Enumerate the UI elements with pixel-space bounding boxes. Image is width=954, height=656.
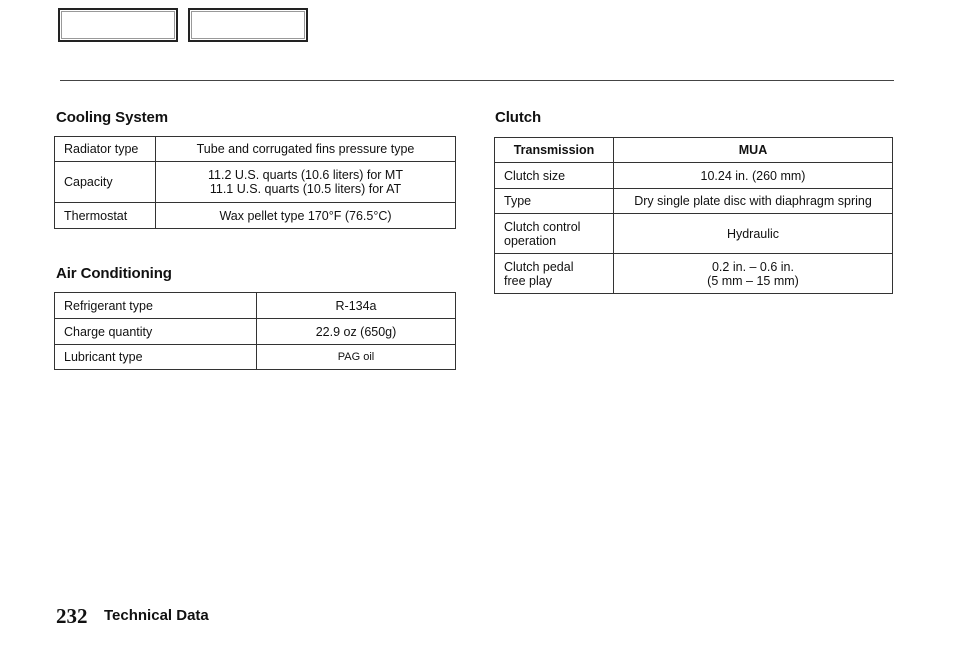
ac-label-refrigerant-type: Refrigerant type <box>55 293 257 319</box>
clutch-label-pedal-free-play <box>495 254 614 294</box>
clutch-value-control-operation: Hydraulic <box>614 214 893 254</box>
clutch-pedal-line-2: free play <box>504 273 552 288</box>
page-number: 232 <box>56 604 88 628</box>
clutch-header-mua: MUA <box>614 138 893 163</box>
table-row <box>495 214 893 254</box>
clutch-table <box>494 137 893 294</box>
clutch-control-line-1: Clutch control <box>504 219 581 234</box>
table-row <box>55 137 456 162</box>
clutch-label-type: Type <box>495 189 614 214</box>
ac-value-charge-quantity: 22.9 oz (650g) <box>257 319 456 345</box>
pedal-free-play-mm: (5 mm – 15 mm) <box>707 273 799 288</box>
header-divider <box>60 80 894 81</box>
clutch-value-clutch-size: 10.24 in. (260 mm) <box>614 163 893 189</box>
nav-tab-2[interactable] <box>188 8 308 42</box>
capacity-mt-line: 11.2 U.S. quarts (10.6 liters) for MT <box>208 168 403 182</box>
cooling-system-heading: Cooling System <box>56 109 168 126</box>
nav-tab-1[interactable] <box>58 8 178 42</box>
clutch-value-type: Dry single plate disc with diaphragm spring <box>614 189 893 214</box>
cooling-label-radiator-type: Radiator type <box>55 137 156 162</box>
table-row <box>495 254 893 294</box>
clutch-pedal-line-1: Clutch pedal <box>504 259 574 274</box>
ac-label-charge-quantity: Charge quantity <box>55 319 257 345</box>
table-row <box>495 189 893 214</box>
air-conditioning-heading: Air Conditioning <box>56 265 172 282</box>
footer-section-title: Technical Data <box>104 607 209 624</box>
clutch-heading: Clutch <box>495 109 542 126</box>
table-row <box>55 203 456 229</box>
table-row <box>55 345 456 370</box>
cooling-system-table <box>54 136 456 229</box>
pedal-free-play-inches: 0.2 in. – 0.6 in. <box>711 259 794 274</box>
cooling-label-thermostat: Thermostat <box>55 203 156 229</box>
clutch-control-line-2: operation <box>504 233 557 248</box>
ac-value-refrigerant-type: R-134a <box>257 293 456 319</box>
table-row <box>55 319 456 345</box>
ac-value-lubricant-type: PAG oil <box>257 345 456 370</box>
clutch-label-clutch-size: Clutch size <box>495 163 614 189</box>
table-header-row <box>495 138 893 163</box>
cooling-value-radiator-type: Tube and corrugated fins pressure type <box>156 137 456 162</box>
table-row <box>55 162 456 203</box>
clutch-label-control-operation <box>495 214 614 254</box>
cooling-label-capacity: Capacity <box>55 162 156 203</box>
capacity-at-line: 11.1 U.S. quarts (10.5 liters) for AT <box>209 182 402 196</box>
clutch-header-transmission: Transmission <box>495 138 614 163</box>
table-row <box>55 293 456 319</box>
table-row <box>495 163 893 189</box>
cooling-value-capacity <box>156 162 456 203</box>
cooling-value-thermostat: Wax pellet type 170°F (76.5°C) <box>156 203 456 229</box>
ac-label-lubricant-type: Lubricant type <box>55 345 257 370</box>
air-conditioning-table <box>54 292 456 370</box>
clutch-value-pedal-free-play <box>614 254 893 294</box>
